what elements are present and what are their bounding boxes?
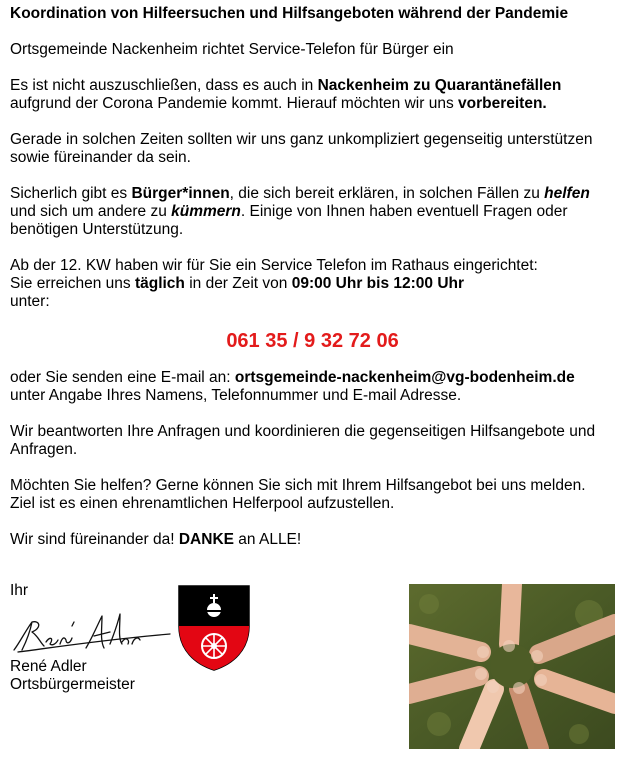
page-title: Koordination von Hilfeersuchen und Hilfsangeboten während der Pandemie: [10, 5, 569, 22]
email-address: ortsgemeinde-nackenheim@vg-bodenheim.de: [234, 369, 575, 386]
coat-of-arms-icon: [177, 584, 251, 672]
paragraph-support: Gerade in solchen Zeiten sollten wir uns ganz unkompliziert gegenseitig unterstützen sowie füreinander da sein.: [10, 131, 593, 166]
greeting: Ihr: [10, 582, 29, 599]
signature-icon: [10, 600, 180, 658]
paragraph-volunteer: Möchten Sie helfen? Gerne können Sie sich mit Ihrem Hilfsangebot bei uns melden. Ziel ist es einen ehrenamtlichen Helferpool aufzustellen.: [10, 477, 586, 512]
phone-number: 061 35 / 9 32 72 06: [226, 330, 399, 352]
paragraph-service-phone: Ab der 12. KW haben wir für Sie ein Service Telefon im Rathaus eingerichtet: Sie erreichen uns täglich in der Zeit von 09:00 Uhr bis 12:00 Uhr unter:: [10, 257, 538, 310]
paragraph-thanks: Wir sind füreinander da! DANKE an ALLE!: [10, 531, 302, 548]
paragraph-email: oder Sie senden eine E-mail an: ortsgemeinde-nackenheim@vg-bodenheim.de unter Angabe Ihres Namens, Telefonnummer und E-mail Adresse.: [10, 369, 575, 404]
intro-line: Ortsgemeinde Nackenheim richtet Service-Telefon für Bürger ein: [10, 41, 454, 58]
letter-body: [10, 0, 615, 567]
paragraph-quarantine: Es ist nicht auszuschließen, dass es auch in Nackenheim zu Quarantänefällen aufgrund der Corona Pandemie kommt. Hierauf möchten wir uns vorbereiten.: [10, 77, 562, 112]
signature-block: [10, 582, 180, 694]
handwritten-signature: [10, 600, 180, 658]
hands-circle-photo: [409, 584, 615, 749]
signer-role: Ortsbürgermeister: [10, 676, 135, 693]
paragraph-citizens: Sicherlich gibt es Bürger*innen, die sich bereit erklären, in solchen Fällen zu helfen und sich um andere zu kümmern. Einige von Ihnen haben eventuell Fragen oder benötigen Unterstützung.: [10, 185, 590, 238]
signer-name: René Adler: [10, 658, 87, 675]
paragraph-coordination: Wir beantworten Ihre Anfragen und koordinieren die gegenseitigen Hilfsangebote und Anfragen.: [10, 423, 596, 458]
